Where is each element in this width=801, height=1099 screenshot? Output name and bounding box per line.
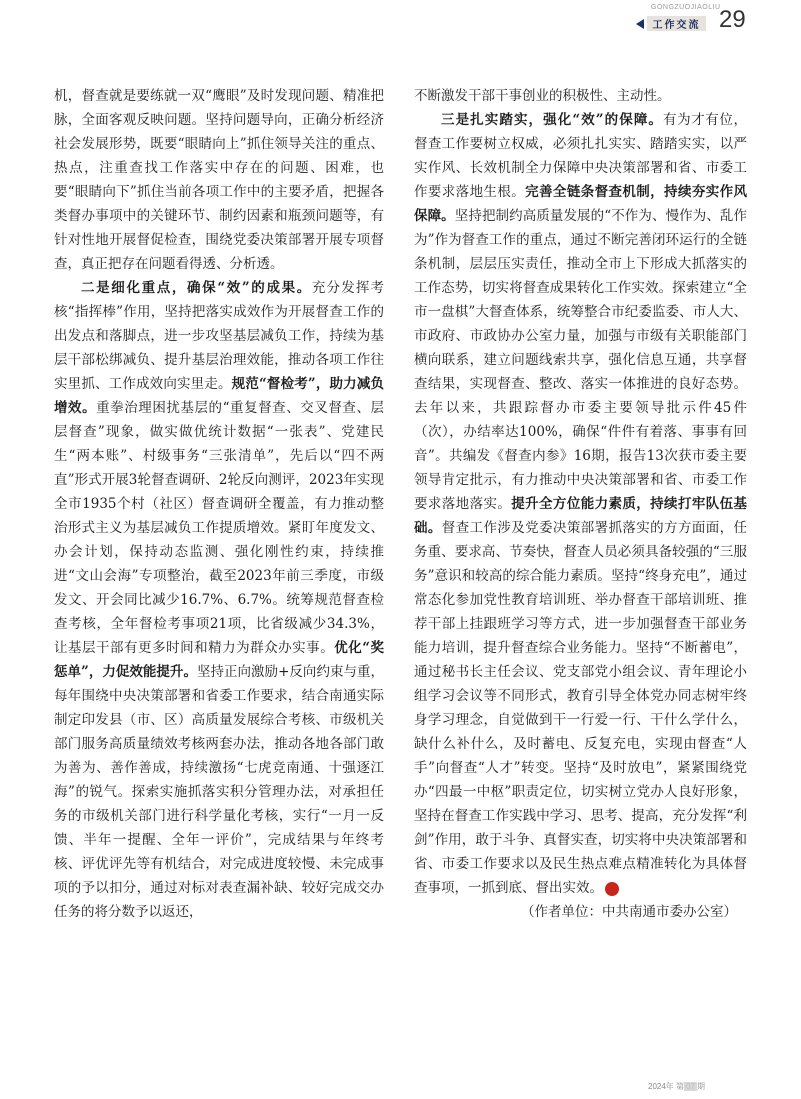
text-run: 有为才有位，督查工作要树立权威，必须扎扎实实、踏踏实实，以严实作风、长效机制全力保障中央决策部署和省、市委工作要求落地生根。 (414, 112, 747, 200)
author-affiliation: （作者单位：中共南通市委办公室） (521, 904, 737, 920)
section-tag (636, 15, 706, 32)
footer-year: 2024年 (648, 1082, 674, 1091)
section-title: 工作交流 (647, 16, 706, 31)
paragraph: 机，督查就是要练就一双“鹰眼”及时发现问题、精准把脉，全面客观反映问题。坚持问题导向，正确分析经济社会发展形势，既要“眼睛向上”抓住领导关注的重点、热点，注重查找工作落实中存在的问题、困难，也要“眼睛向下”抓住当前各项工作中的主要矛盾，把握各类督办事项中的关键环节、制约因素和瓶颈问题等，有针对性地开展督促检查，围绕党委决策部署开展专项督查，真正把存在问题看得透、分析透。 (54, 88, 384, 272)
footer-issue-prefix: 第 (676, 1082, 685, 1091)
paragraph (414, 108, 747, 900)
red-seal-end-mark-icon: ◆ (605, 882, 619, 896)
text-run: 坚持正向激励+反向约束与重，每年围绕中央决策部署和省委工作要求，结合南通实际制定印发县（市、区）高质量发展综合考核、市级机关部门服务高质量绩效考核两套办法，推动各地各部门敢为善为、善作善成，持续激扬“七虎竞南通、十强逐江海”的锐气。探索实施抓落实积分管理办法，对承担任务的市级机关部门进行科学量化考核，实行“一月一反馈、半年一提醒、全年一评价”，完成结果与年终考核、评优评先等有机结合，对完成进度较慢、未完成事项的予以扣分，通过对标对表查漏补缺、较好完成交办任务的将分数予以返还， (54, 664, 385, 920)
paragraph (54, 276, 384, 924)
footer-issue-suffix: 期 (696, 1082, 705, 1091)
section-lead: 三是扎实踏实，强化“效”的保障。 (441, 112, 664, 128)
footer-issue-number: 07 (686, 1082, 695, 1091)
section-lead: 二是细化重点，确保“效”的成果。 (81, 280, 312, 296)
triangle-left-icon (636, 19, 644, 29)
page-number: 29 (719, 6, 746, 33)
text-run: 重拳治理困扰基层的“重复督查、交叉督查、层层督查”现象，做实做优统计数据“一张表”、党建民生“两本账”、村级事务“三张清单”，先后以“四不两直”形式开展3轮督查调研、2轮反向测评，2023年实现全市1935个村（社区）督查调研全覆盖，有力推动整治形式主义为基层减负工作提质增效。紧盯年度发文、办会计划，保持动态监测、强化刚性约束，持续推进“文山会海”专项整治，截至2023年前三季度，市级发文、开会同比减少16.7%、6.7%。统筹规范督查检查考核，全年督检考事项21项，比省级减少34.3%，让基层干部有更多时间和精力为群众办实事。 (54, 400, 385, 656)
section-pinyin: GONGZUOJIAOLIU (651, 4, 721, 11)
text-run: 充分发挥考核“指挥棒”作用，坚持把落实成效作为开展督查工作的出发点和落脚点，进一步攻坚基层减负工作，持续为基层干部松绑减负、提升基层治理效能，推动各项工作往实里抓、工作成效向实里走。 (54, 280, 384, 392)
sub-heading: 提升全方位能力素质，持续打牢队伍基础。 (414, 496, 748, 536)
right-column (414, 84, 747, 924)
text-run: 坚持把制约高质量发展的“不作为、慢作为、乱作为”作为督查工作的重点，通过不断完善闭环运行的全链条机制，层层压实责任，推动全市上下形成大抓落实的工作态势，切实将督查成果转化工作实效。探索建立“全市一盘棋”大督查体系，统筹整合市纪委监委、市人大、市政府、市政协办公室力量，加强与市级有关职能部门横向联系，建立问题线索共享，强化信息互通，共享督查结果，实现督查、整改、落实一体推进的良好态势。去年以来，共跟踪督办市委主要领导批示件45件（次），办结率达100%，确保“件件有着落、事事有回音”。共编发《督查内参》16期，报告13次获市委主要领导肯定批示，有力推动中央决策部署和省、市委工作要求落地落实。 (414, 208, 747, 512)
issue-footer (648, 1081, 705, 1092)
paragraph: 不断激发干部干事创业的积极性、主动性。 (414, 88, 671, 104)
text-run: 督查工作涉及党委决策部署抓落实的方方面面，任务重、要求高、节奏快，督查人员必须具备较强的“三服务”意识和较高的综合能力素质。坚持“终身充电”，通过常态化参加党性教育培训班、举办督查干部培训班、推荐干部上挂跟班学习等方式，进一步加强督查干部业务能力培训，提升督查综合业务能力。坚持“不断蓄电”，通过秘书长主任会议、党支部党小组会议、青年理论小组学习会议等不同形式，教育引导全体党办同志树牢终身学习理念，自觉做到干一行爱一行、干什么学什么，缺什么补什么，及时蓄电、反复充电，实现由督查“人手”向督查“人才”转变。坚持“及时放电”，紧紧围绕党办“四最一中枢”职责定位，切实树立党办人良好形象，坚持在督查工作实践中学习、思考、提高，充分发挥“利剑”作用，敢于斗争、真督实查，切实将中央决策部署和省、市委工作要求以及民生热点难点精准转化为具体督查事项，一抓到底、督出实效。 (414, 520, 748, 896)
sub-heading: 优化“奖惩单”，力促效能提升。 (54, 640, 384, 680)
sub-heading: 规范“督检考”，助力减负增效。 (54, 376, 385, 416)
left-column (54, 84, 384, 924)
sub-heading: 完善全链条督查机制，持续夯实作风保障。 (414, 184, 748, 224)
